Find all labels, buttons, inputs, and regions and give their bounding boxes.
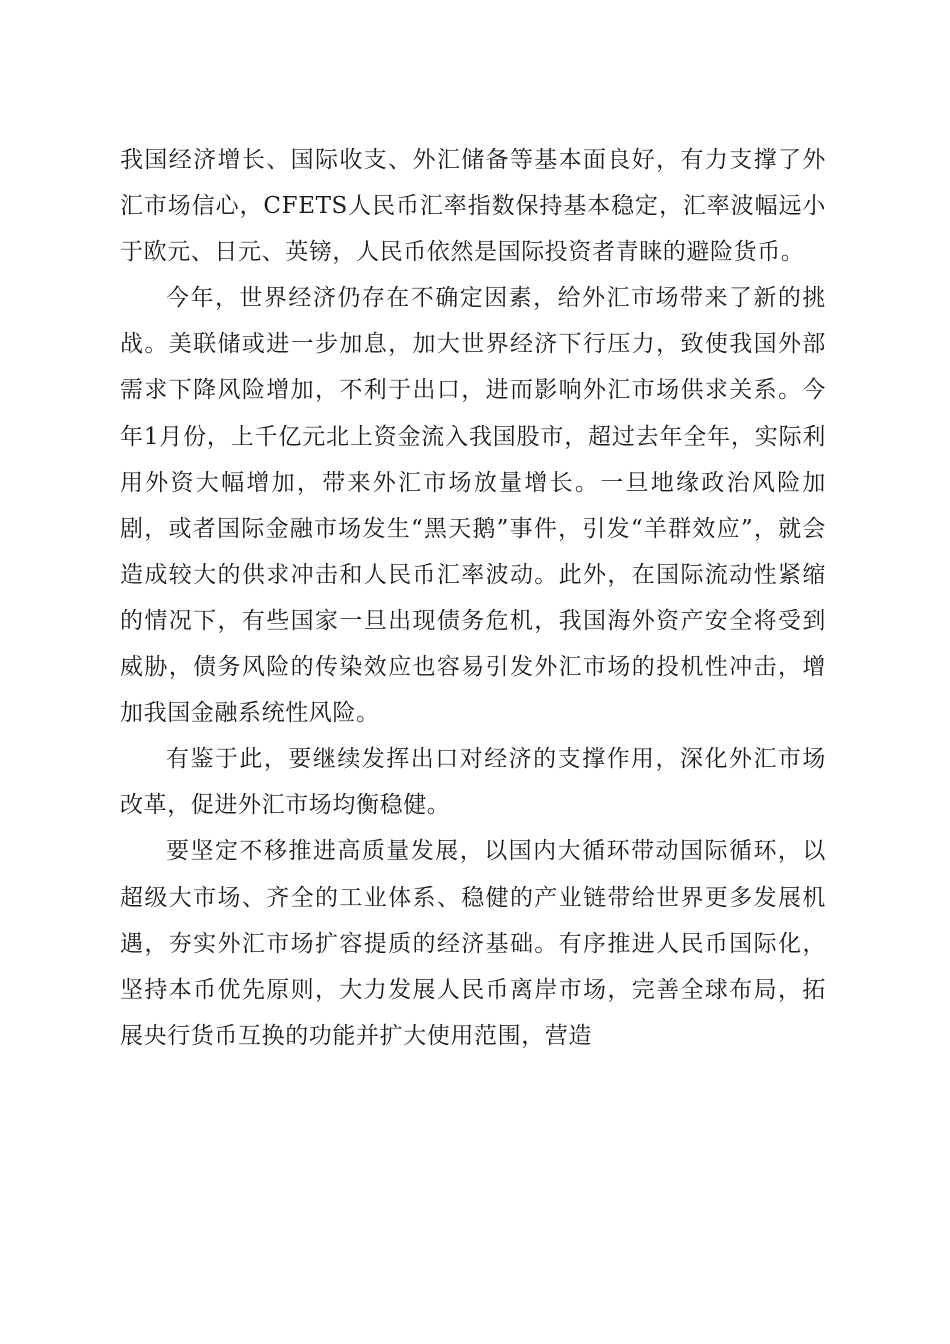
- paragraph-continued: 我国经济增长、国际收支、外汇储备等基本面良好，有力支撑了外汇市场信心，CFETS人民币汇率指数保持基本稳定，汇率波幅远小于欧元、日元、英镑，人民币依然是国际投资者青睐的避险货币。: [120, 147, 826, 266]
- paragraph-conclusion: 有鉴于此，要继续发挥出口对经济的支撑作用，深化外汇市场改革，促进外汇市场均衡稳健。: [120, 746, 826, 819]
- paragraph-measures: 要坚定不移推进高质量发展，以国内大循环带动国际循环，以超级大市场、齐全的工业体系、稳健的产业链带给世界更多发展机遇，夯实外汇市场扩容提质的经济基础。有序推进人民币国际化，坚持本币优先原则，大力发展人民币离岸市场，完善全球布局，拓展央行货币互换的功能并扩大使用范围，营造: [120, 838, 826, 1049]
- paragraph-uncertainty: 今年，世界经济仍存在不确定因素，给外汇市场带来了新的挑战。美联储或进一步加息，加大世界经济下行压力，致使我国外部需求下降风险增加，不利于出口，进而影响外汇市场供求关系。今年1月份，上千亿元北上资金流入我国股市，超过去年全年，实际利用外资大幅增加，带来外汇市场放量增长。一旦地缘政治风险加剧，或者国际金融市场发生“黑天鹅”事件，引发“羊群效应”，就会造成较大的供求冲击和人民币汇率波动。此外，在国际流动性紧缩的情况下，有些国家一旦出现债务危机，我国海外资产安全将受到威胁，债务风险的传染效应也容易引发外汇市场的投机性冲击，增加我国金融系统性风险。: [120, 285, 826, 727]
- article-body: [120, 137, 826, 1059]
